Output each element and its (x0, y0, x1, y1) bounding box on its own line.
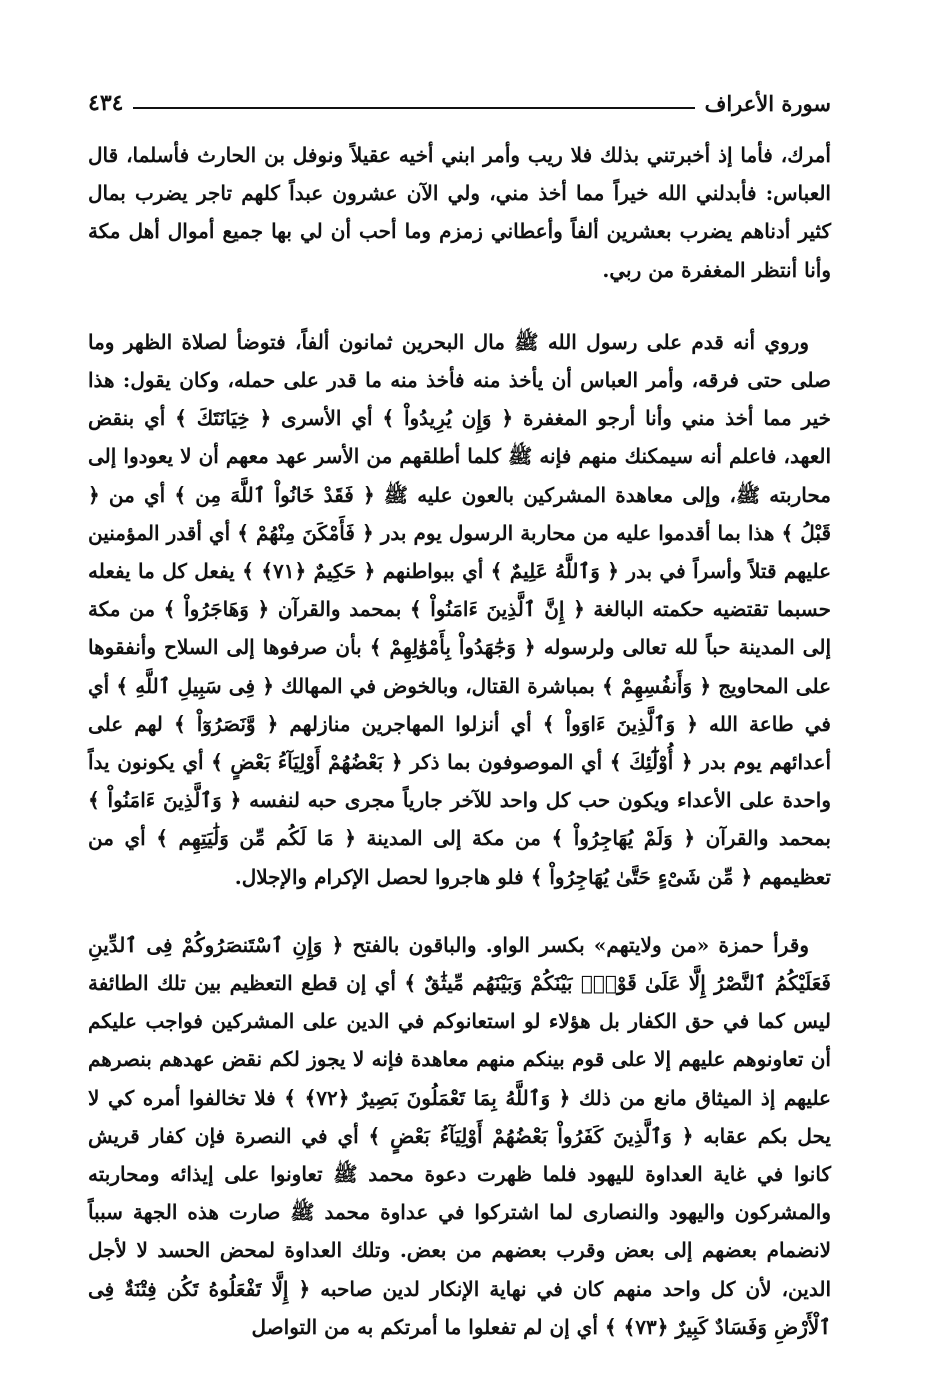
running-header (88, 82, 831, 114)
surah-title: سورة الأعراف (704, 91, 831, 116)
paragraph-gap (88, 289, 831, 323)
paragraph-2: وروي أنه قدم على رسول الله ﷺ مال البحرين ثمانون ألفاً، فتوضأ لصلاة الظهر وما صلى حتى فرقه، وأمر العباس أن يأخذ منه فأخذ منه ما قدر على حمله، وكان يقول: هذا خير مما أخذ مني وأنا أرجو المغفرة ﴿ وَإِن يُرِيدُواْ ﴾ أي الأسرى ﴿ خِيَانَتَكَ ﴾ أي بنقض العهد، فاعلم أنه سيمكنك منهم فإنه ﷺ كلما أطلقهم من الأسر عهد معهم أن لا يعودوا إلى محاربته ﷺ، وإلى معاهدة المشركين بالعون عليه ﷺ ﴿ فَقَدْ خَانُواْ ٱللَّهَ مِن ﴾ أي من ﴿ قَبْلُ ﴾ هذا بما أقدموا عليه من محاربة الرسول يوم بدر ﴿ فَأَمْكَنَ مِنْهُمْ ﴾ أي أقدر المؤمنين عليهم قتلاً وأسراً في بدر ﴿ وَٱللَّهُ عَلِيمٌ ﴾ أي ببواطنهم ﴿ حَكِيمٌ ﴿٧١﴾ ﴾ يفعل كل ما يفعله حسبما تقتضيه حكمته البالغة ﴿ إِنَّ ٱلَّذِينَ ءَامَنُواْ ﴾ بمحمد والقرآن ﴿ وَهَاجَرُواْ ﴾ من مكة إلى المدينة حباً لله تعالى ولرسوله ﴿ وَجَٰهَدُواْ بِأَمْوَٰلِهِمْ ﴾ بأن صرفوها إلى السلاح وأنفقوها على المحاويج ﴿ وَأَنفُسِهِمْ ﴾ بمباشرة القتال، وبالخوض في المهالك ﴿ فِى سَبِيلِ ٱللَّهِ ﴾ أي في طاعة الله ﴿ وَٱلَّذِينَ ءَاوَواْ ﴾ أي أنزلوا المهاجرين منازلهم ﴿ وَّنَصَرُوٓاْ ﴾ لهم على أعدائهم يوم بدر ﴿ أُوْلَٰٓئِكَ ﴾ أي الموصوفون بما ذكر ﴿ بَعْضُهُمْ أَوْلِيَآءُ بَعْضٍ ﴾ أي يكونون يداً واحدة على الأعداء ويكون حب كل واحد للآخر جارياً مجرى حبه لنفسه ﴿ وَٱلَّذِينَ ءَامَنُواْ ﴾ بمحمد والقرآن ﴿ وَلَمْ يُهَاجِرُواْ ﴾ من مكة إلى المدينة ﴿ مَا لَكُم مِّن وَلَٰيَتِهِم ﴾ أي من تعظيمهم ﴿ مِّن شَىْءٍ حَتَّىٰ يُهَاجِرُواْ ﴾ فلو هاجروا لحصل الإكرام والإجلال. (88, 329, 831, 889)
header-rule (133, 107, 694, 109)
page-number: ٤٣٤ (88, 90, 124, 116)
paragraph-1: أمرك، فأما إذ أخبرتني بذلك فلا ريب وأمر ابني أخيه عقيلاً ونوفل بن الحارث فأسلما، قال العباس: فأبدلني الله خيراً مما أخذ مني، ولي الآن عشرون عبداً كلهم تاجر يضرب بمال كثير أدناهم يضرب بعشرين ألفاً وأعطاني زمزم وما أحب أن لي بها جميع أموال أهل مكة وأنا أنتظر المغفرة من ربي. (88, 143, 831, 282)
paragraph-3: وقرأ حمزة «من ولايتهم» بكسر الواو. والباقون بالفتح ﴿ وَإِنِ ٱسْتَنصَرُوكُمْ فِى ٱلدِّينِ فَعَلَيْكُمُ ٱلنَّصْرُ إِلَّا عَلَىٰ قَوْمٍۭ بَيْنَكُمْ وَبَيْنَهُم مِّيثَٰقٌ ﴾ أي إن قطع التعظيم بين تلك الطائفة ليس كما في حق الكفار بل هؤلاء لو استعانوكم في الدين على المشركين فواجب عليكم أن تعاونوهم عليهم إلا على قوم بينكم منهم معاهدة فإنه لا يجوز لكم نقض عهدهم بنصرهم عليهم إذ الميثاق مانع من ذلك ﴿ وَٱللَّهُ بِمَا تَعْمَلُونَ بَصِيرٌ ﴿٧٢﴾ ﴾ فلا تخالفوا أمره كي لا يحل بكم عقابه ﴿ وَٱلَّذِينَ كَفَرُواْ بَعْضُهُمْ أَوْلِيَآءُ بَعْضٍ ﴾ أي في النصرة فإن كفار قريش كانوا في غاية العداوة لليهود فلما ظهرت دعوة محمد ﷺ تعاونوا على إيذائه ومحاربته والمشركون واليهود والنصارى لما اشتركوا في عداوة محمد ﷺ صارت هذه الجهة سبباً لانضمام بعضهم إلى بعض وقرب بعضهم من بعض. وتلك العداوة لمحض الحسد لا لأجل الدين، لأن كل واحد منهم كان في نهاية الإنكار لدين صاحبه ﴿ إِلَّا تَفْعَلُوهُ تَكُن فِتْنَةٌ فِى ٱلْأَرْضِ وَفَسَادٌ كَبِيرٌ ﴿٧٣﴾ ﴾ أي إن لم تفعلوا ما أمرتكم به من التواصل (88, 932, 831, 1339)
paragraph-gap (88, 896, 831, 926)
